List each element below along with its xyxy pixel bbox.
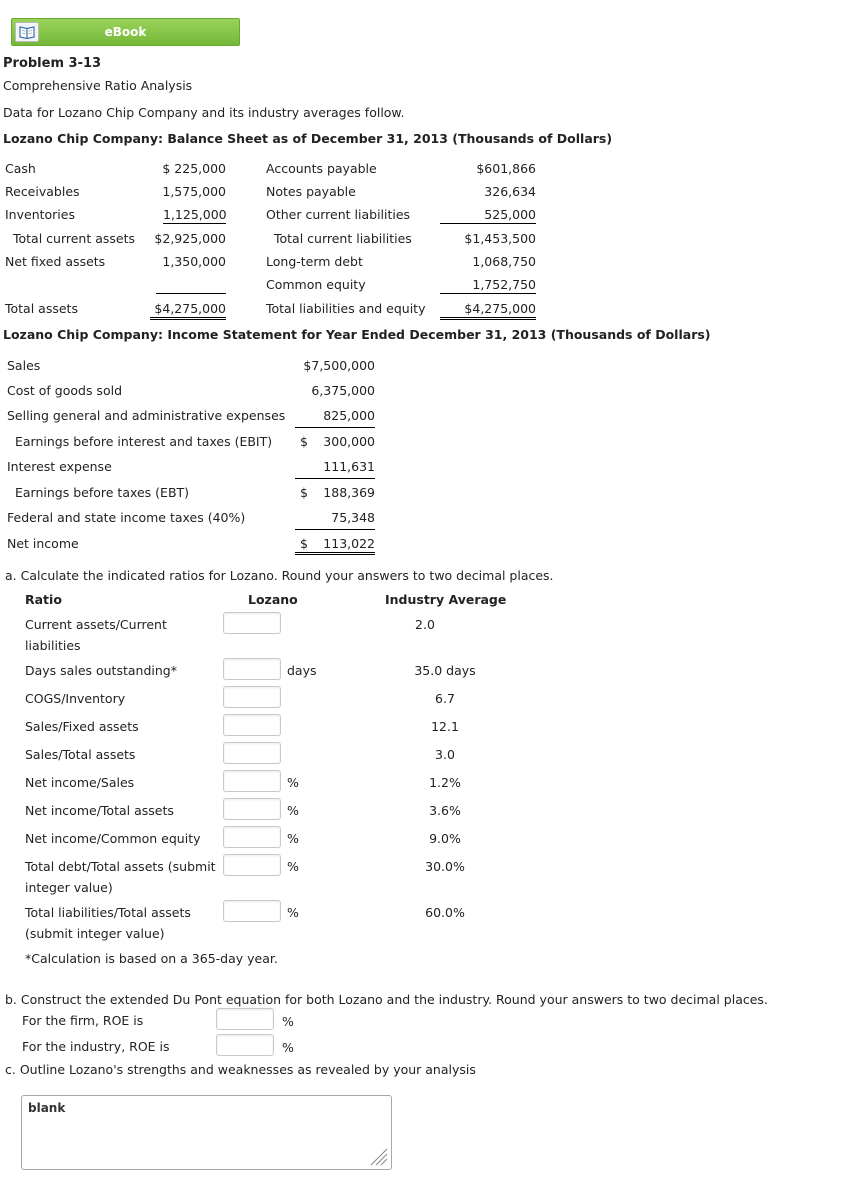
ratio-label: Current assets/Current [25, 617, 167, 632]
industry-value: 30.0% [425, 859, 465, 874]
ebook-label: eBook [104, 25, 147, 39]
ratio-label: integer value) [25, 880, 113, 895]
firm-roe-input[interactable] [216, 1008, 274, 1030]
industry-value: 35.0 days [414, 663, 476, 678]
industry-value: 3.6% [429, 803, 461, 818]
bs-value: 326,634 [484, 184, 536, 199]
part-c-prompt: c. Outline Lozano's strengths and weaknesses as revealed by your analysis [5, 1062, 476, 1077]
bs-value: 1,068,750 [472, 254, 536, 269]
is-value: 111,631 [323, 459, 375, 474]
double-rule [295, 552, 375, 555]
industry-value: 2.0 [415, 617, 435, 632]
ratio-label: Sales/Fixed assets [25, 719, 139, 734]
ratio-header: Ratio [25, 592, 62, 607]
ratio-label: Total liabilities/Total assets [25, 905, 191, 920]
ratio-input[interactable] [223, 612, 281, 634]
bs-label: Net fixed assets [5, 254, 106, 269]
ratio-label: Total debt/Total assets (submit [25, 859, 216, 874]
industry-roe-label: For the industry, ROE is [22, 1039, 170, 1054]
bs-label: Long-term debt [266, 254, 363, 269]
ratio-label: liabilities [25, 638, 81, 653]
bs-value: $1,453,500 [464, 231, 536, 246]
bs-label: Total assets [5, 301, 78, 316]
bs-value: $601,866 [476, 161, 536, 176]
firm-roe-label: For the firm, ROE is [22, 1013, 144, 1028]
bs-label: Inventories [5, 207, 75, 222]
is-value: 300,000 [323, 434, 375, 449]
industry-value: 1.2% [429, 775, 461, 790]
unit-label: % [287, 859, 299, 874]
bs-label: Receivables [5, 184, 80, 199]
footnote: *Calculation is based on a 365-day year. [25, 951, 278, 966]
bs-value: 1,575,000 [162, 184, 226, 199]
unit-label: % [287, 803, 299, 818]
unit-label: % [282, 1014, 294, 1029]
ratio-label: Net income/Total assets [25, 803, 174, 818]
bs-value: 1,125,000 [163, 207, 227, 222]
ratio-input[interactable] [223, 686, 281, 708]
sum-rule [156, 293, 226, 294]
is-label: Earnings before taxes (EBT) [15, 485, 190, 500]
sum-rule [295, 529, 375, 530]
unit-label: % [287, 831, 299, 846]
unit-label: % [287, 905, 299, 920]
is-value: 6,375,000 [311, 383, 375, 398]
ratio-input[interactable] [223, 854, 281, 876]
bs-value: $4,275,000 [440, 301, 536, 320]
ratio-label: Net income/Sales [25, 775, 135, 790]
bs-label: Other current liabilities [266, 207, 411, 222]
problem-title: Problem 3-13 [3, 56, 102, 71]
is-dollar-sign: $ [300, 434, 308, 449]
unit-label: days [287, 663, 317, 678]
sum-rule [295, 427, 375, 428]
ebook-button[interactable] [11, 18, 240, 46]
bs-label: Notes payable [266, 184, 356, 199]
is-value: 113,022 [323, 536, 375, 551]
bs-label: Common equity [266, 277, 366, 292]
ratio-label: COGS/Inventory [25, 691, 126, 706]
is-label: Earnings before interest and taxes (EBIT) [15, 434, 273, 449]
answer-label: blank [28, 1101, 66, 1115]
is-label: Cost of goods sold [7, 383, 123, 398]
unit-label: % [287, 775, 299, 790]
ratio-label: Days sales outstanding* [25, 663, 177, 678]
is-value: $7,500,000 [303, 358, 375, 373]
bs-value: $4,275,000 [150, 301, 226, 320]
industry-value: 12.1 [431, 719, 459, 734]
is-dollar-sign: $ [300, 536, 308, 551]
unit-label: % [282, 1040, 294, 1055]
is-value: 75,348 [331, 510, 375, 525]
income-statement-title: Lozano Chip Company: Income Statement for Year Ended December 31, 2013 (Thousands of Dollars) [3, 327, 711, 342]
bs-value: $2,925,000 [154, 231, 226, 246]
bs-label: Total liabilities and equity [266, 301, 426, 316]
is-label: Sales [7, 358, 41, 373]
ratio-input[interactable] [223, 742, 281, 764]
is-label: Net income [7, 536, 79, 551]
answer-textarea[interactable] [21, 1095, 392, 1170]
is-dollar-sign: $ [300, 485, 308, 500]
industry-value: 6.7 [435, 691, 455, 706]
is-label: Interest expense [7, 459, 112, 474]
is-value: 825,000 [323, 408, 375, 423]
ratio-input[interactable] [223, 714, 281, 736]
bs-label: Total current liabilities [274, 231, 412, 246]
ratio-label: (submit integer value) [25, 926, 165, 941]
bs-value: 1,350,000 [162, 254, 226, 269]
industry-value: 60.0% [425, 905, 465, 920]
lozano-header: Lozano [248, 592, 298, 607]
ratio-input[interactable] [223, 770, 281, 792]
industry-value: 9.0% [429, 831, 461, 846]
sum-rule [295, 478, 375, 479]
is-label: Selling general and administrative expenses [7, 408, 286, 423]
bs-value: 525,000 [440, 207, 536, 224]
ratio-input[interactable] [223, 900, 281, 922]
resize-handle-icon[interactable] [367, 1145, 389, 1167]
bs-label: Cash [5, 161, 36, 176]
is-value: 188,369 [323, 485, 375, 500]
balance-sheet-title: Lozano Chip Company: Balance Sheet as of December 31, 2013 (Thousands of Dollars) [3, 131, 613, 146]
part-a-prompt: a. Calculate the indicated ratios for Lozano. Round your answers to two decimal places. [5, 568, 554, 583]
bs-label: Total current assets [13, 231, 136, 246]
industry-roe-input[interactable] [216, 1034, 274, 1056]
ratio-input[interactable] [223, 798, 281, 820]
ratio-label: Sales/Total assets [25, 747, 136, 762]
ratio-input[interactable] [223, 658, 281, 680]
is-label: Federal and state income taxes (40%) [7, 510, 246, 525]
ratio-label: Net income/Common equity [25, 831, 201, 846]
bs-value: 1,752,750 [440, 277, 536, 294]
bs-value: $ 225,000 [162, 161, 226, 176]
problem-subtitle: Comprehensive Ratio Analysis [3, 78, 193, 93]
industry-header: Industry Average [385, 592, 507, 607]
problem-intro: Data for Lozano Chip Company and its industry averages follow. [3, 105, 405, 120]
ratio-input[interactable] [223, 826, 281, 848]
part-b-prompt: b. Construct the extended Du Pont equation for both Lozano and the industry. Round your answers to two decimal places. [5, 992, 768, 1007]
industry-value: 3.0 [435, 747, 455, 762]
bs-label: Accounts payable [266, 161, 377, 176]
